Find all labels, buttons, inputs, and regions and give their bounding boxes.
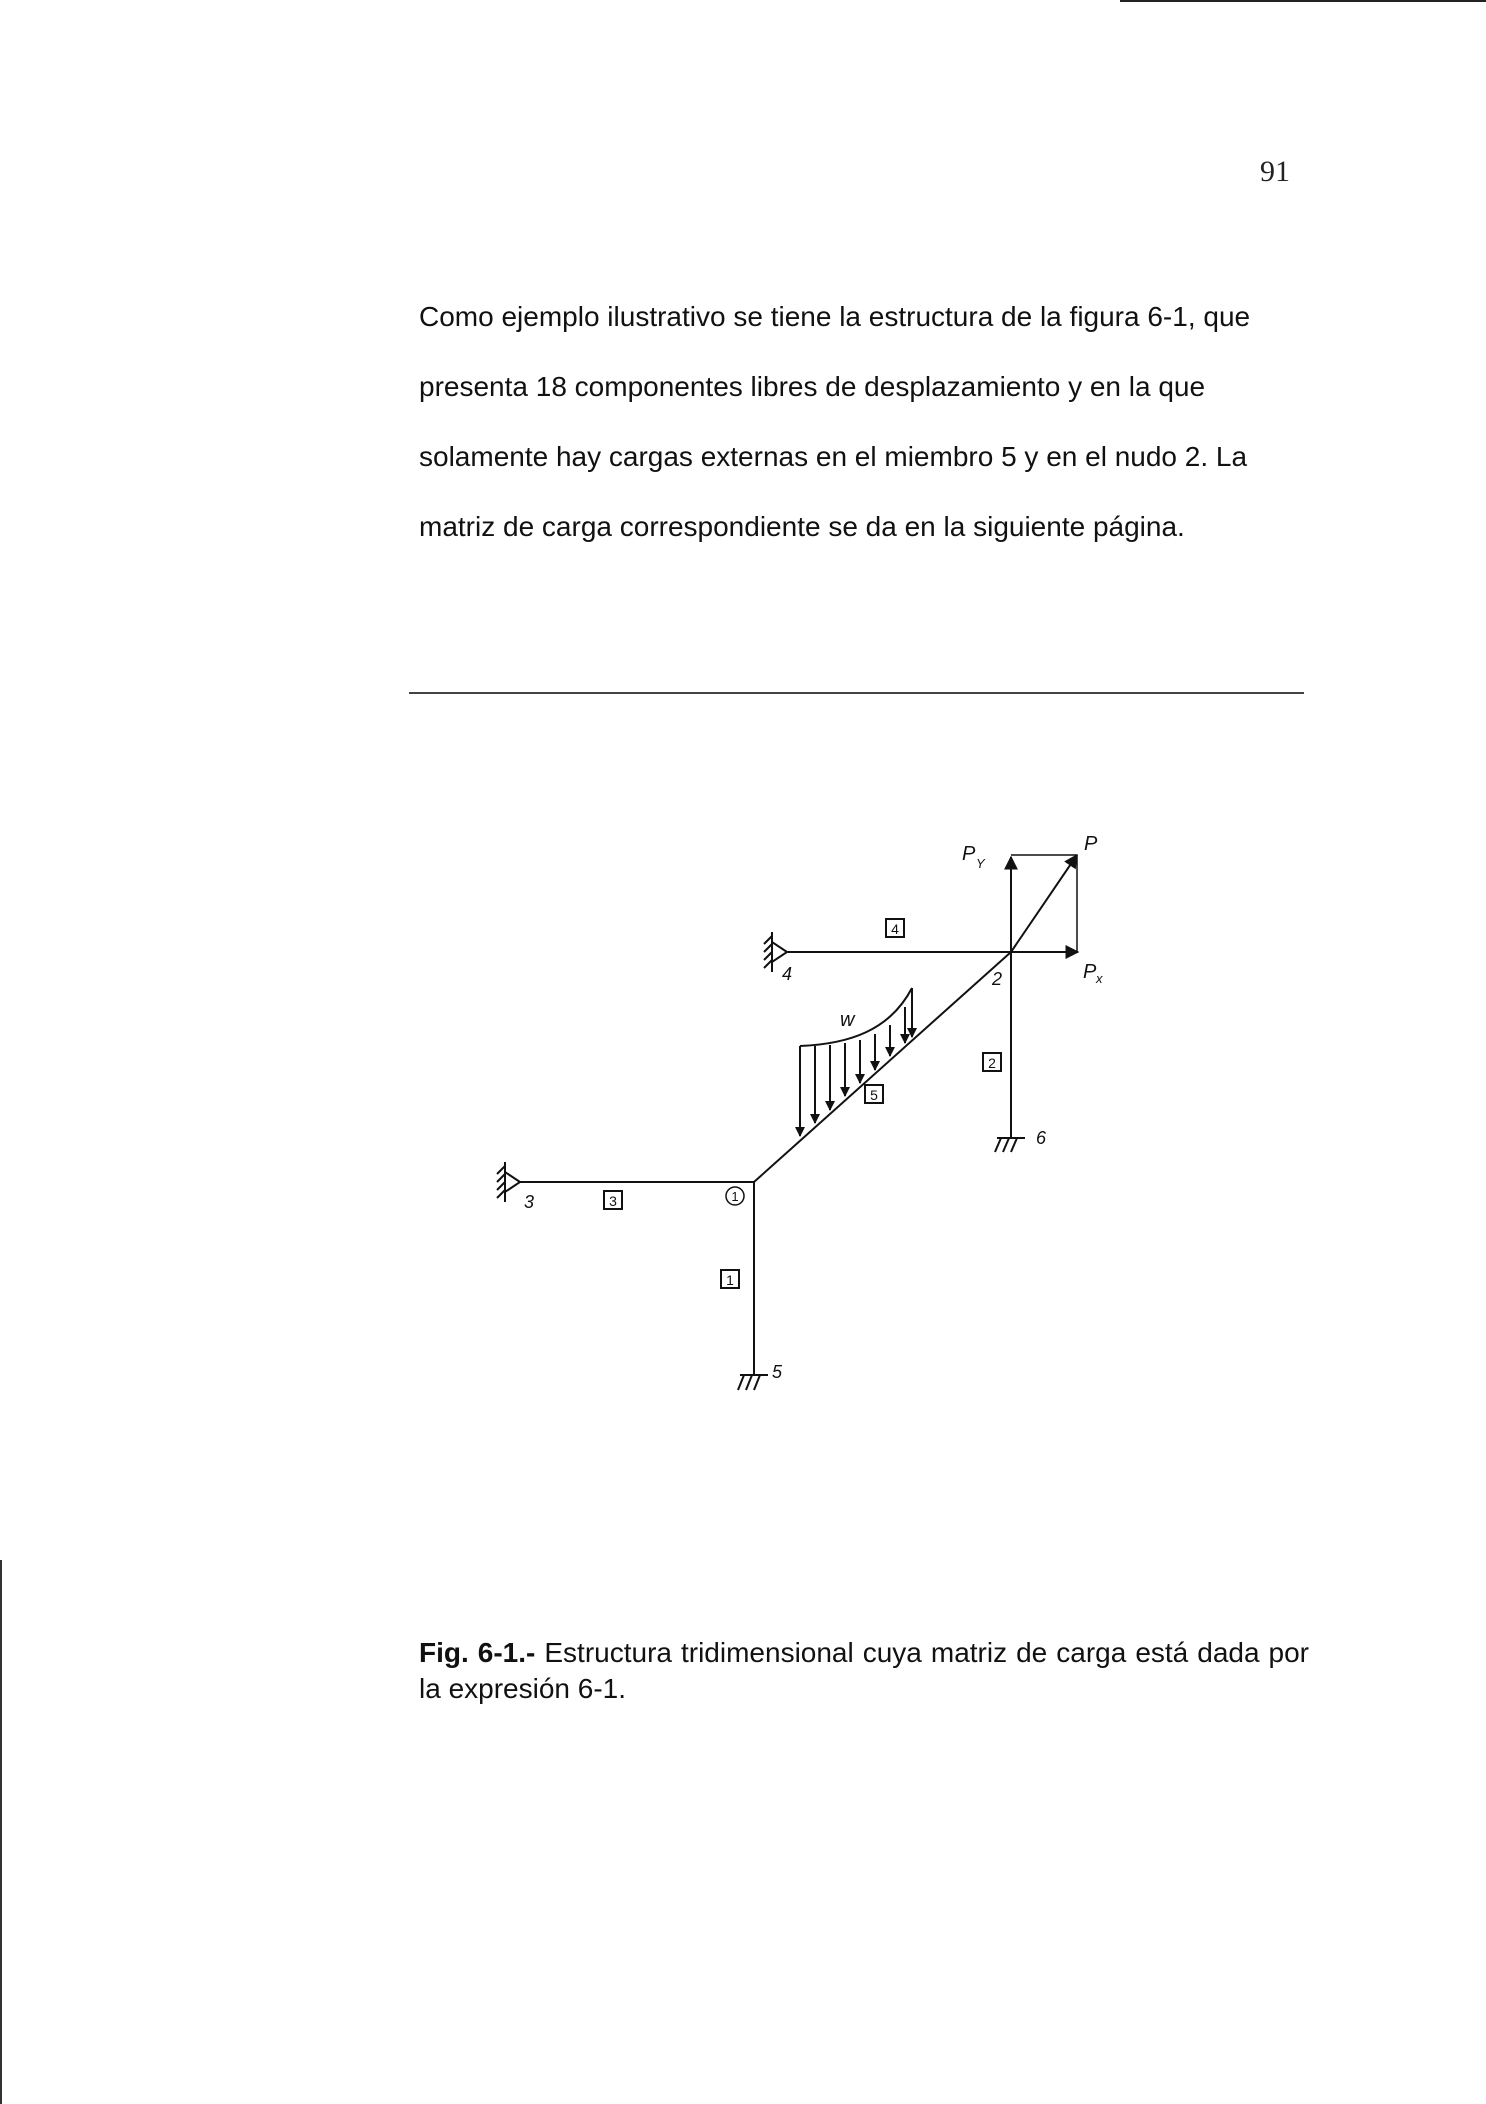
body-line-2: presenta 18 componentes libres de desplazamiento y en la que (419, 371, 1206, 402)
page-number: 91 (1260, 155, 1290, 188)
load-w-label: w (840, 1009, 855, 1031)
load-p-label: P (1084, 833, 1098, 855)
joint-label-5: 5 (772, 1362, 783, 1382)
load-py-subscript: Y (976, 856, 985, 871)
load-py-label: P (962, 843, 976, 865)
figure-caption-label: Fig. 6-1.- (419, 1637, 536, 1668)
fixed-support-5 (738, 1375, 768, 1390)
joint-label-3: 3 (524, 1192, 535, 1212)
joint-label-4: 4 (782, 964, 793, 984)
body-line-3: solamente hay cargas externas en el miembro 5 y en el nudo 2. La (419, 441, 1248, 472)
body-line-4: matriz de carga correspondiente se da en la siguiente página. (419, 511, 1185, 542)
distributed-load-curve (800, 988, 912, 1046)
member-label-5: 5 (870, 1087, 878, 1103)
member-label-4: 4 (891, 921, 899, 937)
body-line-1: Como ejemplo ilustrativo se tiene la estructura de la figura 6-1, que (419, 301, 1251, 332)
joint-label-1: 1 (731, 1189, 739, 1204)
figure-caption (419, 1635, 1309, 1707)
pin-support-3 (497, 1162, 520, 1202)
fixed-support-6 (995, 1138, 1025, 1152)
load-px-subscript: x (1096, 971, 1103, 986)
load-px-label: P (1083, 961, 1097, 983)
load-p-arrow (1011, 855, 1077, 952)
figure-caption-text: Estructura tridimensional cuya matriz de carga está dada por la expresión 6-1. (419, 1637, 1310, 1704)
member-label-2: 2 (988, 1055, 996, 1071)
joint-label-2: 2 (992, 969, 1003, 989)
member-label-3: 3 (609, 1193, 617, 1209)
member-5-line (754, 952, 1011, 1182)
member-label-1: 1 (726, 1272, 734, 1288)
joint-label-6: 6 (1036, 1128, 1047, 1148)
